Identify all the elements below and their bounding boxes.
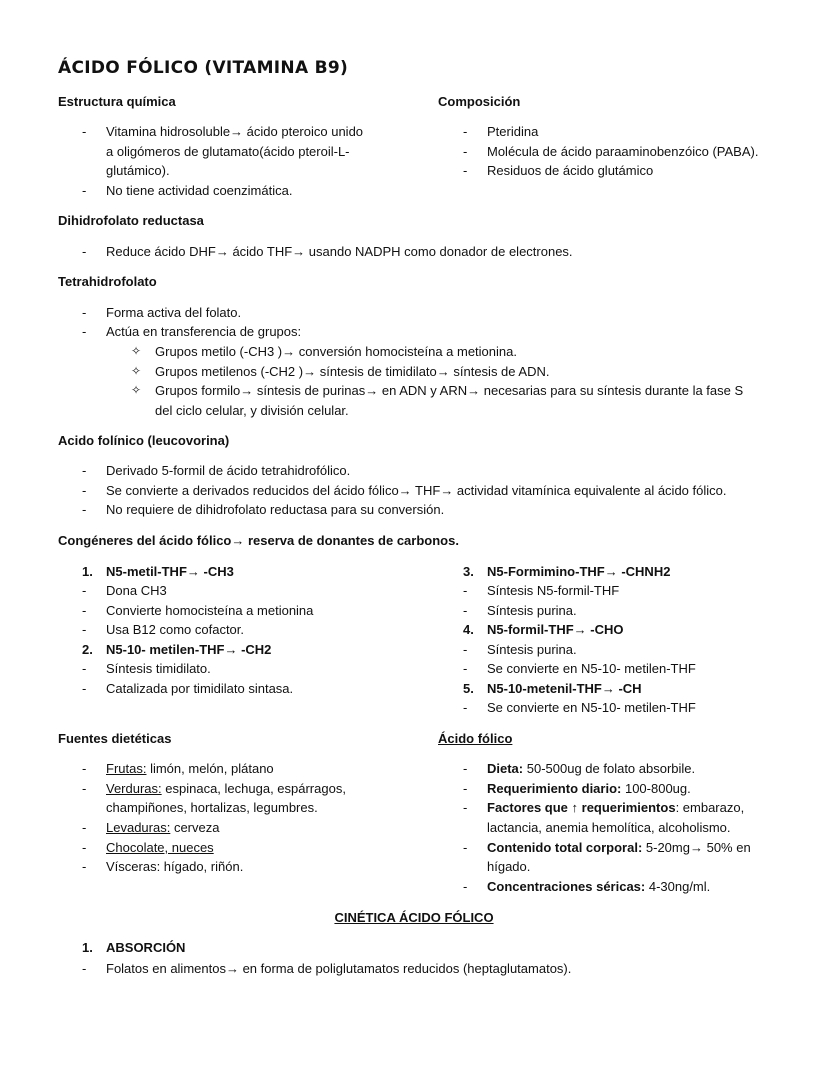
list-item: [106, 838, 214, 857]
list-item-cont: lactancia, anemia hemolítica, alcoholismo.: [487, 820, 731, 835]
list-item-line: No tiene actividad coenzimática.: [106, 183, 293, 198]
list-item: Folatos en alimentos→ en forma de poliglutamatos reducidos (heptaglutamatos).: [106, 961, 572, 976]
section-heading-congeneres: Congéneres del ácido fólico→ reserva de donantes de carbonos.: [58, 533, 459, 548]
item-label: Concentraciones séricas:: [487, 879, 646, 894]
congener-title: N5-metil-THF→ -CH3: [106, 564, 234, 579]
list-item-cont: champiñones, hortalizas, legumbres.: [106, 800, 318, 815]
list-item: Síntesis purina.: [487, 642, 577, 657]
bullet-dash: -: [82, 603, 87, 618]
list-item: Se convierte en N5-10- metilen-THF: [487, 661, 696, 676]
item-text: cerveza: [170, 820, 220, 835]
list-item: Residuos de ácido glutámico: [487, 163, 654, 178]
list-item: Actúa en transferencia de grupos:: [106, 324, 302, 339]
item-text: 4-30ng/ml.: [645, 879, 711, 894]
section-heading-fuentes: Fuentes dietéticas: [58, 731, 172, 746]
congener-title: N5-formil-THF→ -CHO: [487, 622, 624, 637]
section-heading-thf: Tetrahidrofolato: [58, 274, 157, 289]
list-item: Forma activa del folato.: [106, 305, 242, 320]
section-heading-cinetica: CINÉTICA ÁCIDO FÓLICO: [334, 910, 494, 925]
bullet-dash: -: [82, 961, 87, 976]
section-heading-folinico: Acido folínico (leucovorina): [58, 433, 230, 448]
bullet-dash: -: [463, 800, 468, 815]
list-item: [106, 779, 346, 798]
sub-list-item: Grupos metilo (-CH3 )→ conversión homocisteína a metionina.: [155, 344, 517, 359]
diamond-bullet-icon: ✧: [131, 383, 142, 397]
sub-list-item-cont: del ciclo celular, y división celular.: [155, 403, 349, 418]
section-heading-acido-folico: Ácido fólico: [438, 731, 513, 746]
page-title: ÁCIDO FÓLICO (VITAMINA B9): [58, 58, 349, 78]
bullet-dash: -: [463, 163, 468, 178]
subsection-heading-absorcion: ABSORCIÓN: [106, 940, 186, 955]
congener-title: N5-10-metenil-THF→ -CH: [487, 681, 642, 696]
congener-title: N5-Formimino-THF→ -CHNH2: [487, 564, 671, 579]
bullet-dash: -: [463, 603, 468, 618]
list-item: [487, 759, 695, 778]
section-heading-estructura: Estructura química: [58, 94, 176, 109]
item-text: espinaca, lechuga, espárragos,: [161, 781, 346, 796]
bullet-dash: -: [82, 483, 87, 498]
section-heading-composicion: Composición: [438, 94, 521, 109]
list-item: Pteridina: [487, 124, 539, 139]
bullet-dash: -: [82, 820, 87, 835]
list-item: [487, 838, 751, 857]
bullet-dash: -: [82, 502, 87, 517]
item-text: 50-500ug de folato absorbile.: [523, 761, 696, 776]
item-text: limón, melón, plátano: [146, 761, 274, 776]
bullet-dash: -: [82, 324, 87, 339]
bullet-dash: -: [463, 840, 468, 855]
item-text: : embarazo,: [675, 800, 745, 815]
item-text: 5-20mg→ 50% en: [642, 840, 751, 855]
list-item: Convierte homocisteína a metionina: [106, 603, 314, 618]
list-item: [487, 798, 744, 817]
item-number: 4.: [463, 622, 474, 637]
bullet-dash: -: [463, 124, 468, 139]
bullet-dash: -: [463, 761, 468, 776]
diamond-bullet-icon: ✧: [131, 344, 142, 358]
bullet-dash: -: [82, 781, 87, 796]
bullet-dash: -: [82, 761, 87, 776]
list-item: Síntesis timidilato.: [106, 661, 211, 676]
list-item-cont: hígado.: [487, 859, 531, 874]
bullet-dash: -: [463, 700, 468, 715]
list-item: [106, 818, 219, 837]
bullet-dash: -: [463, 144, 468, 159]
item-label: Contenido total corporal:: [487, 840, 643, 855]
bullet-dash: -: [463, 583, 468, 598]
list-item-line: a oligómeros de glutamato(ácido pteroil-L-: [106, 144, 350, 159]
item-number: 2.: [82, 642, 93, 657]
section-heading-dhfr: Dihidrofolato reductasa: [58, 213, 204, 228]
item-label: Frutas:: [106, 761, 147, 776]
item-label: Levaduras:: [106, 820, 171, 835]
bullet-dash: -: [82, 583, 87, 598]
list-item: Derivado 5-formil de ácido tetrahidrofólico.: [106, 463, 351, 478]
bullet-dash: -: [82, 463, 87, 478]
list-item: No requiere de dihidrofolato reductasa para su conversión.: [106, 502, 445, 517]
item-number: 1.: [82, 940, 93, 955]
bullet-dash: -: [82, 840, 87, 855]
list-item-line: glutámico).: [106, 163, 170, 178]
bullet-dash: -: [82, 681, 87, 696]
item-number: 5.: [463, 681, 474, 696]
bullet-dash: -: [82, 305, 87, 320]
list-item: Dona CH3: [106, 583, 167, 598]
list-item: [487, 779, 691, 798]
list-item: Usa B12 como cofactor.: [106, 622, 245, 637]
item-label: Verduras:: [106, 781, 162, 796]
item-label: Factores que ↑ requerimientos: [487, 800, 676, 815]
congener-title: N5-10- metilen-THF→ -CH2: [106, 642, 272, 657]
bullet-dash: -: [463, 661, 468, 676]
list-item-line: Vitamina hidrosoluble→ ácido pteroico unido: [106, 124, 364, 139]
sub-list-item: Grupos metilenos (-CH2 )→ síntesis de timidilato→ síntesis de ADN.: [155, 364, 550, 379]
bullet-dash: -: [82, 244, 87, 259]
item-label: Chocolate, nueces: [106, 840, 214, 855]
list-item: Se convierte a derivados reducidos del ácido fólico→ THF→ actividad vitamínica equivalente al ácido fólico.: [106, 483, 727, 498]
item-label: Requerimiento diario:: [487, 781, 622, 796]
bullet-dash: -: [463, 642, 468, 657]
list-item: Síntesis N5-formil-THF: [487, 583, 620, 598]
bullet-dash: -: [82, 661, 87, 676]
diamond-bullet-icon: ✧: [131, 364, 142, 378]
list-item: Síntesis purina.: [487, 603, 577, 618]
bullet-dash: -: [82, 124, 87, 139]
list-item: Se convierte en N5-10- metilen-THF: [487, 700, 696, 715]
item-text: 100-800ug.: [621, 781, 691, 796]
bullet-dash: -: [463, 879, 468, 894]
list-item: [106, 759, 274, 778]
bullet-dash: -: [82, 859, 87, 874]
bullet-dash: -: [463, 781, 468, 796]
item-number: 3.: [463, 564, 474, 579]
list-item: Catalizada por timidilato sintasa.: [106, 681, 294, 696]
bullet-dash: -: [82, 183, 87, 198]
list-item: Vísceras: hígado, riñón.: [106, 859, 244, 874]
bullet-dash: -: [82, 622, 87, 637]
list-item: [487, 877, 710, 896]
item-number: 1.: [82, 564, 93, 579]
sub-list-item: Grupos formilo→ síntesis de purinas→ en ADN y ARN→ necesarias para su síntesis durante la fase S: [155, 383, 744, 398]
list-item: Molécula de ácido paraaminobenzóico (PABA).: [487, 144, 759, 159]
item-label: Dieta:: [487, 761, 524, 776]
list-item: Reduce ácido DHF→ ácido THF→ usando NADPH como donador de electrones.: [106, 244, 573, 259]
